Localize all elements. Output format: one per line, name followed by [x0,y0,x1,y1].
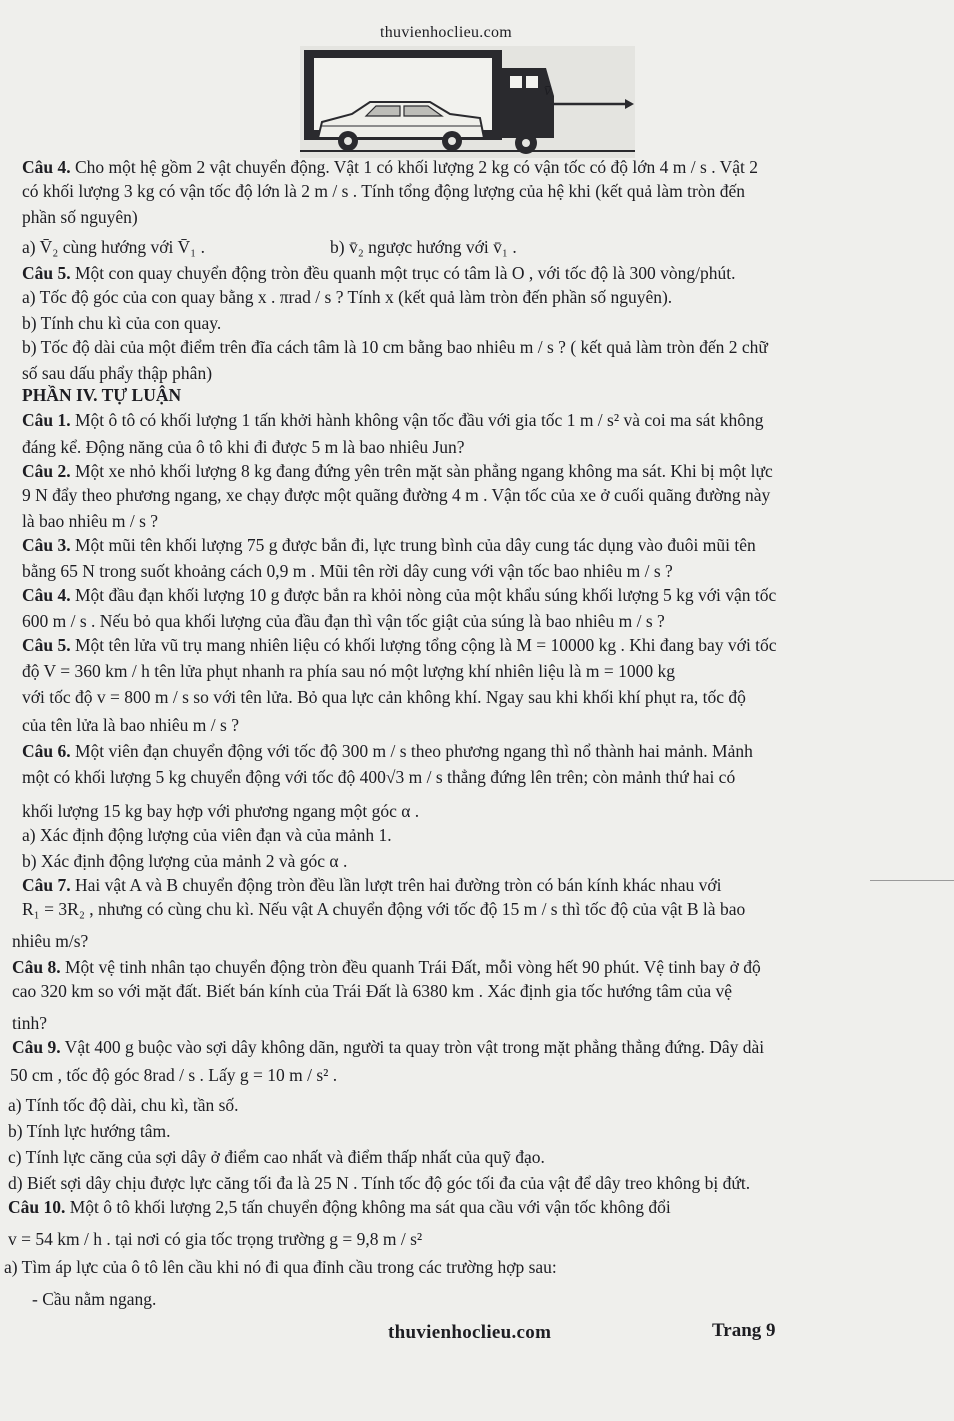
line-text: một có khối lượng 5 kg chuyển động với tốc độ 400√3 m / s thẳng đứng lên trên; còn mảnh thứ hai có [22,767,736,787]
footer-page-number: Trang 9 [712,1320,776,1341]
header-site: thuvienhoclieu.com [380,24,513,41]
text-line [22,660,675,682]
text-line [22,206,138,228]
text-line [22,384,181,406]
text-line [4,1256,557,1278]
text-line [22,484,770,506]
question-label: Câu 1. [22,410,71,430]
text-line [8,1094,239,1116]
line-text: cao 320 km so với mặt đất. Biết bán kính của Trái Đất là 6380 km . Xác định gia tốc hướng tâm của vệ [12,981,733,1001]
line-text: khối lượng 15 kg bay hợp với phương ngang một góc α . [22,801,420,821]
divider-line [870,880,954,881]
question-label: Câu 2. [22,461,71,481]
text-line [22,874,721,896]
text-line [22,714,239,736]
question-label: Câu 8. [12,957,61,977]
text-line [22,634,777,656]
question-label: Câu 9. [12,1037,61,1057]
line-text: có khối lượng 3 kg có vận tốc độ lớn là 2 m / s . Tính tổng động lượng của hệ khi (kết quả làm tròn đến [22,181,745,201]
line-text: Một đầu đạn khối lượng 10 g được bắn ra khỏi nòng của một khẩu súng khối lượng 5 kg với vận tốc [70,585,777,605]
line-text: b) Tính chu kì của con quay. [22,313,222,333]
line-text: Một ô tô có khối lượng 1 tấn khởi hành không vận tốc đầu với gia tốc 1 m / s² và coi ma sát không [70,410,764,430]
text-line [12,956,761,978]
text-line [22,686,746,708]
text-line [22,510,158,532]
text-line [10,1064,337,1086]
line-text: với tốc độ v = 800 m / s so với tên lửa. Bỏ qua lực cản không khí. Ngay sau khi khối khí phụt ra, tốc độ [22,687,746,707]
line-text: của tên lửa là bao nhiêu m / s ? [22,715,239,735]
question-label: PHẦN IV. TỰ LUẬN [22,385,182,405]
text-line [22,336,768,358]
text-line [8,1120,171,1142]
text-line [22,262,736,284]
text-line [8,1196,671,1218]
question-label: Câu 3. [22,535,71,555]
line-text: Một tên lửa vũ trụ mang nhiên liệu có khối lượng tổng cộng là M = 10000 kg . Khi đang bay với tốc [70,635,777,655]
line-text: Một ô tô khối lượng 2,5 tấn chuyển động không ma sát qua cầu với vận tốc không đổi [65,1197,671,1217]
truck-car-figure [300,46,635,158]
line-text: 50 cm , tốc độ góc 8rad / s . Lấy g = 10 m / s² . [10,1065,338,1085]
text-line [22,610,665,632]
text-line [12,1012,47,1034]
text-line [22,534,756,556]
text-line [22,436,465,458]
line-text: số sau dấu phẩy thập phân) [22,363,213,383]
line-text: tinh? [12,1013,47,1033]
line-text: Cho một hệ gồm 2 vật chuyển động. Vật 1 có khối lượng 2 kg có vận tốc có độ lớn 4 m / s . Vật 2 [70,157,759,177]
line-text: Một mũi tên khối lượng 75 g được bắn đi, lực trung bình của dây cung tác dụng vào đuôi mũi tên [70,535,756,555]
question-label: Câu 7. [22,875,71,895]
line-text: b) Tính lực hướng tâm. [8,1121,171,1141]
line-text: a) Tính tốc độ dài, chu kì, tần số. [8,1095,239,1115]
line-text: b) Xác định động lượng của mảnh 2 và góc α . [22,851,348,871]
velocity-label: v̄ [544,82,552,99]
line-text: bằng 65 N trong suốt khoảng cách 0,9 m . Mũi tên rời dây cung với vận tốc bao nhiêu m / s ? [22,561,673,581]
text-line [22,236,205,258]
text-line [22,409,763,431]
text-line [22,824,392,846]
line-text: phần số nguyên) [22,207,138,227]
line-text: Một viên đạn chuyển động với tốc độ 300 m / s theo phương ngang thì nổ thành hai mảnh. Mảnh [70,741,753,761]
line-text: đáng kể. Động năng của ô tô khi đi được 5 m là bao nhiêu Jun? [22,437,465,457]
line-text: - Cầu nằm ngang. [32,1289,157,1309]
text-line [22,312,221,334]
text-line [12,930,88,952]
line-text: a) Xác định động lượng của viên đạn và của mảnh 1. [22,825,392,845]
text-line [22,560,673,582]
line-text: Hai vật A và B chuyển động tròn đều lần lượt trên hai đường tròn có bán kính khác nhau với [70,875,722,895]
text-line-option-b: b) v̄₂ ngược hướng với v̄₁ . [330,237,517,257]
line-text: R₁ = 3R₂ , nhưng có cùng chu kì. Nếu vật A chuyển động với tốc độ 15 m / s thì tốc độ của vật B là bao [22,899,746,919]
text-line [22,286,672,308]
question-label: Câu 4. [22,585,71,605]
line-text: 9 N đẩy theo phương ngang, xe chạy được một quãng đường 4 m . Vận tốc của xe ở cuối quãng đường này [22,485,771,505]
text-line [8,1228,422,1250]
line-text: 600 m / s . Nếu bỏ qua khối lượng của đầu đạn thì vận tốc giật của súng là bao nhiêu m / s ? [22,611,665,631]
line-text: d) Biết sợi dây chịu được lực căng tối đa là 25 N . Tính tốc độ góc tối đa của vật để dây treo không bị đứt. [8,1173,751,1193]
text-line [22,800,419,822]
text-line [22,850,347,872]
footer-site: thuvienhoclieu.com [388,1322,552,1343]
text-line [22,460,773,482]
text-line [8,1172,750,1194]
text-line [32,1288,156,1310]
line-text: Một con quay chuyển động tròn đều quanh một trục có tâm là O , với tốc độ là 300 vòng/phút. [70,263,736,283]
text-line [22,362,212,384]
line-text: Một vệ tinh nhân tạo chuyển động tròn đều quanh Trái Đất, mỗi vòng hết 90 phút. Vệ tinh bay ở độ [60,957,761,977]
question-label: Câu 4. [22,157,71,177]
text-line [8,1146,545,1168]
question-label: Câu 5. [22,635,71,655]
line-text: Một xe nhỏ khối lượng 8 kg đang đứng yên trên mặt sàn phẳng ngang không ma sát. Khi bị một lực [70,461,773,481]
text-line [22,584,776,606]
line-text: v = 54 km / h . tại nơi có gia tốc trọng trường g = 9,8 m / s² [8,1229,423,1249]
line-text: là bao nhiêu m / s ? [22,511,159,531]
line-text: a) Tốc độ góc của con quay bằng x . πrad / s ? Tính x (kết quả làm tròn đến phần số nguyên). [22,287,673,307]
text-line [22,898,745,920]
text-line [22,740,753,762]
line-text: b) Tốc độ dài của một điểm trên đĩa cách tâm là 10 cm bằng bao nhiêu m / s ? ( kết quả làm tròn đến 2 chữ [22,337,768,357]
line-text: a) V̄₂ cùng hướng với V̄₁ . [22,237,205,257]
text-line [22,156,758,178]
line-text: a) Tìm áp lực của ô tô lên cầu khi nó đi qua đỉnh cầu trong các trường hợp sau: [4,1257,557,1277]
text-line [12,1036,764,1058]
question-label: Câu 10. [8,1197,66,1217]
question-label: Câu 6. [22,741,71,761]
line-text: nhiêu m/s? [12,931,89,951]
line-text: c) Tính lực căng của sợi dây ở điểm cao nhất và điểm thấp nhất của quỹ đạo. [8,1147,545,1167]
line-text: độ V = 360 km / h tên lửa phụt nhanh ra phía sau nó một lượng khí nhiên liệu là m = 1000 kg [22,661,675,681]
text-line [22,180,745,202]
text-line [22,766,735,788]
text-line [12,980,732,1002]
question-label: Câu 5. [22,263,71,283]
line-text: Vật 400 g buộc vào sợi dây không dãn, người ta quay tròn vật trong mặt phẳng thẳng đứng. Dây dài [60,1037,765,1057]
